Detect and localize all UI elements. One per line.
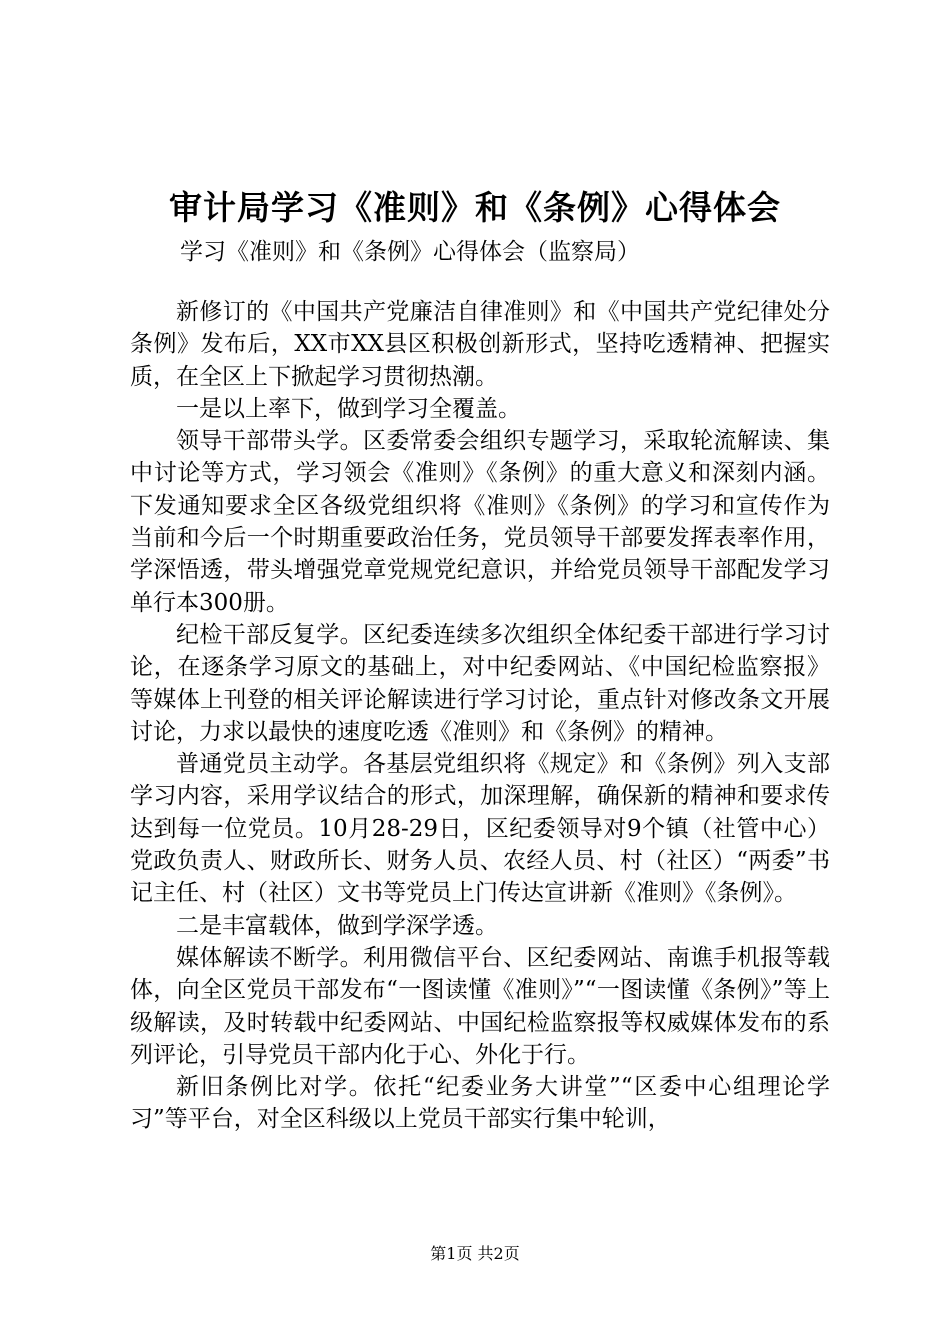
paragraph: 媒体解读不断学。利用微信平台、区纪委网站、南谯手机报等载体，向全区党员干部发布“一图读懂《准则》”“一图读懂《条例》”等上级解读，及时转载中纪委网站、中国纪检监察报等权威媒体发布的系列评论，引导党员干部内化于心、外化于行。 [130,944,830,1068]
section-heading: 一是以上率下，做到学习全覆盖。 [176,395,521,422]
document-body [130,296,830,1136]
document-title: 审计局学习《准则》和《条例》心得体会 [169,188,781,227]
paragraph: 纪检干部反复学。区纪委连续多次组织全体纪委干部进行学习讨论，在逐条学习原文的基础上，对中纪委网站、《中国纪检监察报》等媒体上刊登的相关评论解读进行学习讨论，重点针对修改条文开展讨论，力求以最快的速度吃透《准则》和《条例》的精神。 [130,621,830,745]
paragraph: 新旧条例比对学。依托“纪委业务大讲堂”“区委中心组理论学习”等平台，对全区科级以上党员干部实行集中轮训， [130,1074,830,1133]
document-subtitle: 学习《准则》和《条例》心得体会（监察局） [180,239,640,265]
paragraph: 领导干部带头学。区委常委会组织专题学习，采取轮流解读、集中讨论等方式，学习领会《准则》《条例》的重大意义和深刻内涵。下发通知要求全区各级党组织将《准则》《条例》的学习和宣传作为当前和今后一个时期重要政治任务，党员领导干部要发挥表率作用，学深悟透，带头增强党章党规党纪意识，并给党员领导干部配发学习单行本300册。 [130,428,830,616]
section-heading: 二是丰富载体，做到学深学透。 [176,912,498,939]
page-footer: 第1页 共2页 [430,1244,520,1263]
paragraph: 普通党员主动学。各基层党组织将《规定》和《条例》列入支部学习内容，采用学议结合的形式，加深理解，确保新的精神和要求传达到每一位党员。10月28-29日，区纪委领导对9个镇（社管中心）党政负责人、财政所长、财务人员、农经人员、村（社区）“两委”书记主任、村（社区）文书等党员上门传达宣讲新《准则》《条例》。 [130,751,830,907]
paragraph: 新修订的《中国共产党廉洁自律准则》和《中国共产党纪律处分条例》发布后，XX市XX县区积极创新形式，坚持吃透精神、把握实质，在全区上下掀起学习贯彻热潮。 [130,299,830,390]
